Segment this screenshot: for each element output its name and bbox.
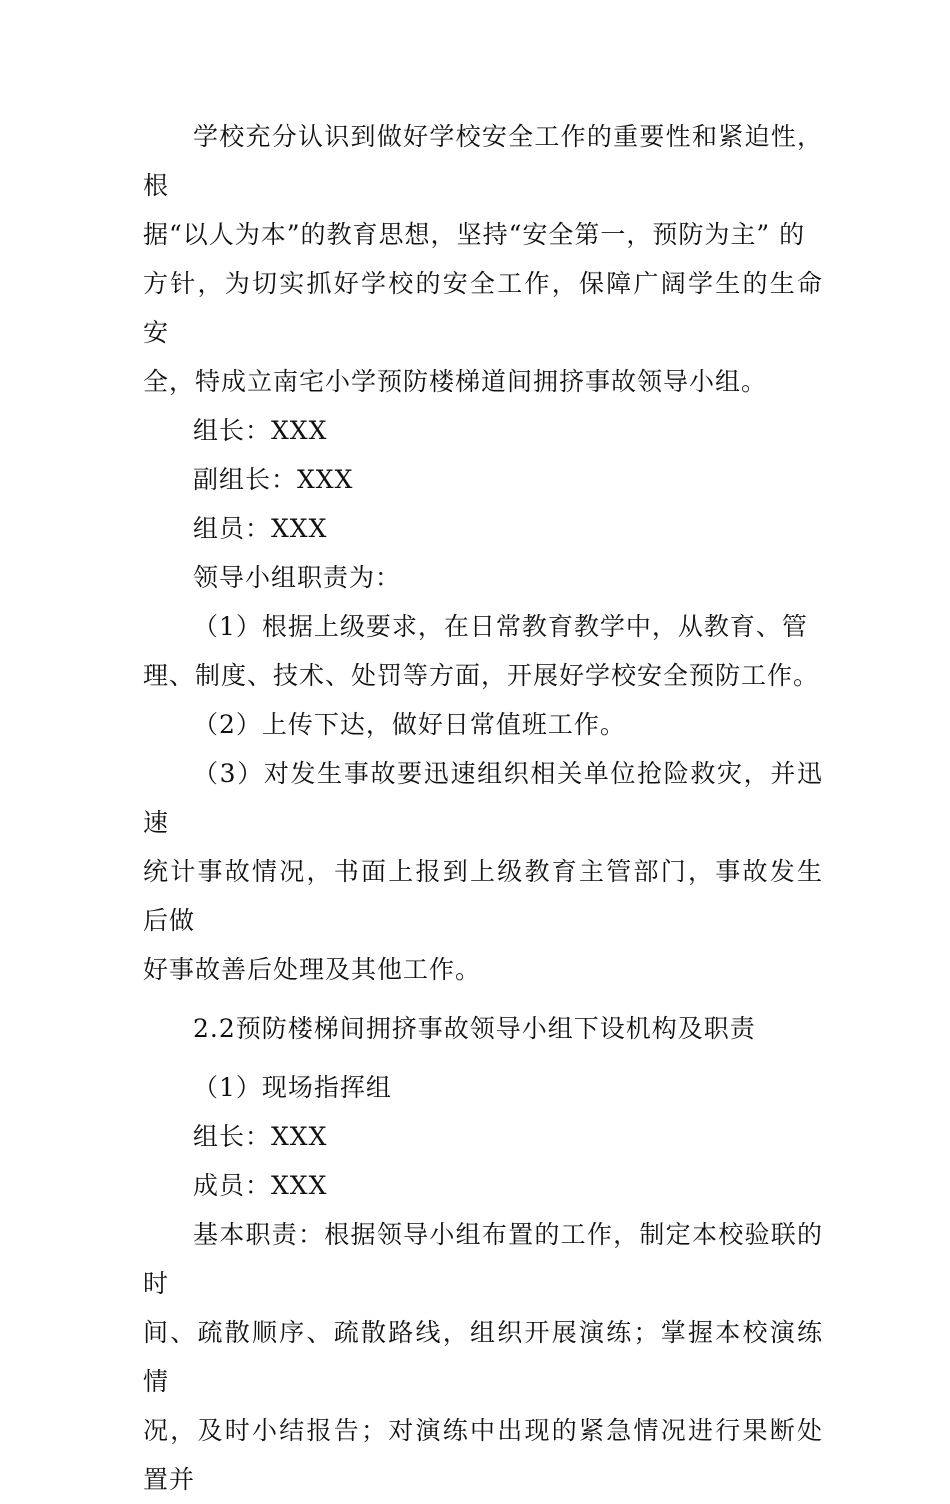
duty-3-paragraph bbox=[143, 749, 823, 994]
group-1-duties-paragraph bbox=[143, 1210, 823, 1504]
intro-line-1: 学校充分认识到做好学校安全工作的重要性和紧迫性， 根 bbox=[143, 122, 823, 200]
duty-3-line-1: （3）对发生事故要迅速组织相关单位抢险救灾，并迅 速 bbox=[143, 759, 823, 837]
leader-line: 组长：XXX bbox=[193, 416, 328, 445]
spacer bbox=[143, 1053, 823, 1063]
group-1-title: （1）现场指挥组 bbox=[193, 1073, 392, 1102]
group-1-duties-line-2: 间、疏散顺序、疏散路线，组织开展演练；掌握本校演练 情 bbox=[143, 1318, 823, 1396]
duty-2-paragraph: （2）上传下达，做好日常值班工作。 bbox=[193, 710, 626, 739]
duty-1-line-2: 理、制度、技术、处罚等方面，开展好学校安全预防工作。 bbox=[143, 661, 820, 690]
spacer bbox=[143, 994, 823, 1004]
group-1-duties-line-3: 况，及时小结报告；对演练中出现的紧急情况进行果断处 置并 bbox=[143, 1416, 823, 1494]
duty-3-line-2: 统计事故情况，书面上报到上级教育主管部门，事故发生 后做 bbox=[143, 857, 823, 935]
group-1-duties-line-1: 基本职责：根据领导小组布置的工作，制定本校验联的 时 bbox=[143, 1220, 823, 1298]
duty-1-line-1: （1）根据上级要求，在日常教育教学中，从教育、管 bbox=[193, 612, 808, 641]
intro-line-3: 方针，为切实抓好学校的安全工作，保障广阔学生的生命 安 bbox=[143, 269, 823, 347]
document-body bbox=[143, 112, 823, 1504]
duty-1-paragraph bbox=[143, 602, 823, 700]
group-1-members: 成员：XXX bbox=[193, 1171, 328, 1200]
members-line: 组员：XXX bbox=[193, 514, 328, 543]
intro-line-4: 全，特成立南宅小学预防楼梯道间拥挤事故领导小组。 bbox=[143, 367, 768, 396]
intro-paragraph bbox=[143, 112, 823, 406]
intro-line-2: 据“以人为本”的教育思想，坚持“安全第一，预防为主” 的 bbox=[143, 220, 806, 249]
group-1-leader: 组长：XXX bbox=[193, 1122, 328, 1151]
deputy-leader-line: 副组长：XXX bbox=[193, 465, 354, 494]
duty-3-line-3: 好事故善后处理及其他工作。 bbox=[143, 955, 482, 984]
duties-title: 领导小组职责为： bbox=[193, 563, 402, 592]
section-heading: 2.2预防楼梯间拥挤事故领导小组下设机构及职责 bbox=[193, 1014, 756, 1043]
